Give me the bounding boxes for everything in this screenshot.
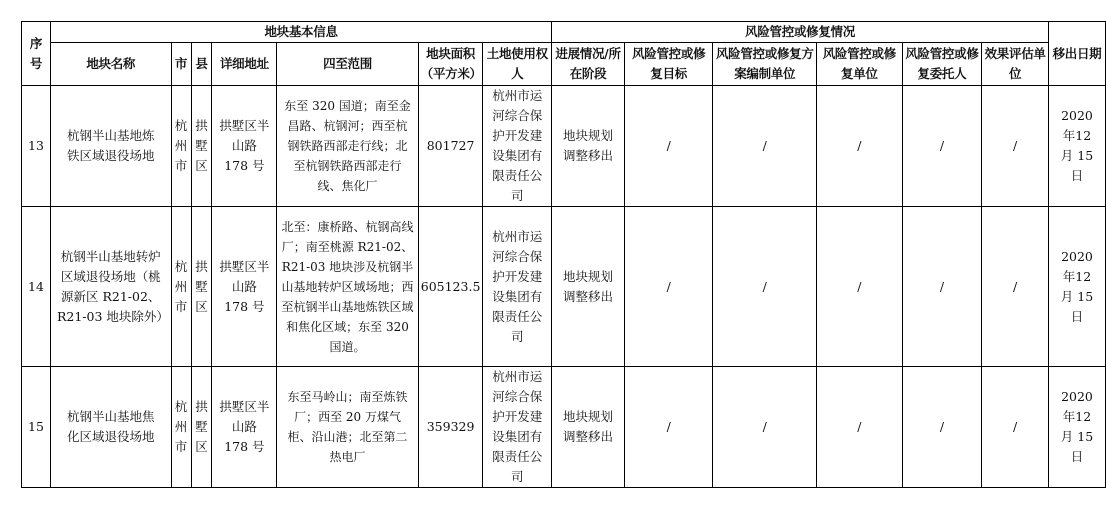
- cell-repair-unit: /: [817, 367, 903, 488]
- cell-seq: 13: [22, 86, 51, 207]
- cell-seq: 14: [22, 207, 51, 367]
- cell-city: 杭州市: [171, 86, 191, 207]
- cell-progress: 地块规划调整移出: [552, 86, 625, 207]
- cell-city: 杭州市: [171, 367, 191, 488]
- cell-plan-unit: /: [713, 207, 817, 367]
- cell-area: 801727: [418, 86, 483, 207]
- cell-user: 杭州市运河综合保护开发建设集团有限责任公司: [483, 86, 552, 207]
- cell-goal: /: [624, 86, 713, 207]
- contaminated-site-table: [21, 21, 1106, 488]
- header-repair-unit: 风险管控或修复单位: [817, 43, 903, 86]
- cell-eval-unit: /: [982, 367, 1049, 488]
- cell-goal: /: [624, 207, 713, 367]
- cell-address: 拱墅区半山路 178 号: [212, 367, 277, 488]
- cell-remove-date: 2020 年12 月 15日: [1048, 207, 1105, 367]
- cell-user: 杭州市运河综合保护开发建设集团有限责任公司: [483, 207, 552, 367]
- header-bounds: 四至范围: [277, 43, 418, 86]
- header-client: 风险管控或修复委托人: [902, 43, 982, 86]
- cell-county: 拱墅区: [191, 207, 212, 367]
- cell-bounds: 北至：康桥路、杭钢高线厂；南至桃源 R21-02、R21-03 地块涉及杭钢半山基地转炉区域场地；西至杭钢半山基地炼铁区域和焦化区域；东至 320 国道。: [277, 207, 418, 367]
- cell-client: /: [902, 367, 982, 488]
- table-row: [22, 207, 1106, 367]
- cell-plan-unit: /: [713, 86, 817, 207]
- cell-area: 605123.5: [418, 207, 483, 367]
- header-eval-unit: 效果评估单位: [982, 43, 1049, 86]
- cell-repair-unit: /: [817, 207, 903, 367]
- cell-address: 拱墅区半山路 178 号: [212, 207, 277, 367]
- header-goal: 风险管控或修复目标: [624, 43, 713, 86]
- table-row: [22, 367, 1106, 488]
- cell-address: 拱墅区半山路 178 号: [212, 86, 277, 207]
- table-row: [22, 86, 1106, 207]
- cell-eval-unit: /: [982, 207, 1049, 367]
- header-seq: 序号: [22, 22, 51, 86]
- cell-remove-date: 2020 年12 月 15日: [1048, 86, 1105, 207]
- cell-repair-unit: /: [817, 86, 903, 207]
- cell-progress: 地块规划调整移出: [552, 207, 625, 367]
- cell-county: 拱墅区: [191, 367, 212, 488]
- header-user: 土地使用权人: [483, 43, 552, 86]
- header-city: 市: [171, 43, 191, 86]
- cell-city: 杭州市: [171, 207, 191, 367]
- cell-remove-date: 2020 年12 月 15日: [1048, 367, 1105, 488]
- cell-progress: 地块规划调整移出: [552, 367, 625, 488]
- cell-bounds: 东至 320 国道；南至金昌路、杭钢河；西至杭钢铁路西部走行线；北至杭钢铁路西部走行线、焦化厂: [277, 86, 418, 207]
- cell-client: /: [902, 86, 982, 207]
- header-progress: 进展情况/所在阶段: [552, 43, 625, 86]
- cell-user: 杭州市运河综合保护开发建设集团有限责任公司: [483, 367, 552, 488]
- cell-name: 杭钢半山基地炼铁区域退役场地: [50, 86, 171, 207]
- cell-bounds: 东至马岭山；南至炼铁厂；西至 20 万煤气柜、沿山港；北至第二热电厂: [277, 367, 418, 488]
- cell-county: 拱墅区: [191, 86, 212, 207]
- group-basic-info: 地块基本信息: [50, 22, 551, 43]
- cell-goal: /: [624, 367, 713, 488]
- group-risk-control: 风险管控或修复情况: [552, 22, 1049, 43]
- cell-name: 杭钢半山基地焦化区域退役场地: [50, 367, 171, 488]
- header-address: 详细地址: [212, 43, 277, 86]
- cell-seq: 15: [22, 367, 51, 488]
- cell-area: 359329: [418, 367, 483, 488]
- cell-eval-unit: /: [982, 86, 1049, 207]
- header-name: 地块名称: [50, 43, 171, 86]
- header-area: 地块面积（平方米）: [418, 43, 483, 86]
- header-county: 县: [191, 43, 212, 86]
- cell-name: 杭钢半山基地转炉区域退役场地（桃源新区 R21-02、R21-03 地块除外）: [50, 207, 171, 367]
- header-plan-unit: 风险管控或修复方案编制单位: [713, 43, 817, 86]
- cell-plan-unit: /: [713, 367, 817, 488]
- cell-client: /: [902, 207, 982, 367]
- header-remove-date: 移出日期: [1048, 22, 1105, 86]
